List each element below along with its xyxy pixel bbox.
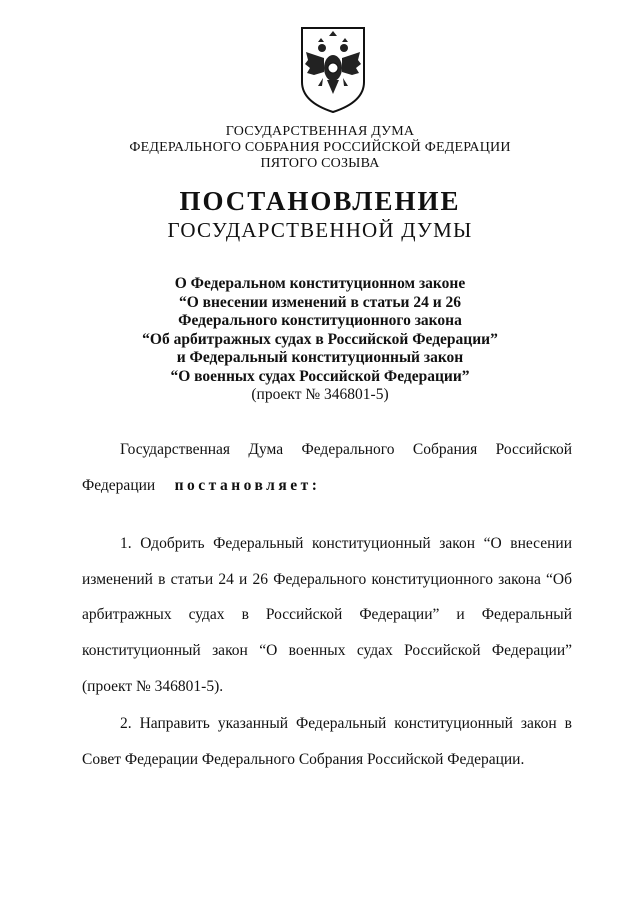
issuer-line-1: ГОСУДАРСТВЕННАЯ ДУМА (225, 124, 415, 139)
intro-line-2 (82, 468, 572, 504)
item-1-line: изменений в статьи 24 и 26 Федерального конституционного закона “Об (82, 571, 572, 588)
item-1-line: конституционный закон “О военных судах Российской Федерации” (82, 642, 572, 659)
subject-project-number: (проект № 346801-5) (251, 386, 389, 403)
subject-line: “О внесении изменений в статьи 24 и 26 (178, 293, 462, 311)
intro-line-1: Государственная Дума Федерального Собрания Российской (120, 441, 572, 458)
subject-line: Федерального конституционного закона (178, 312, 462, 329)
item-1-line: (проект № 346801-5). (82, 678, 224, 695)
emblem-center-shield (328, 63, 338, 73)
document-subtitle: ГОСУДАРСТВЕННОЙ ДУМЫ (167, 218, 473, 242)
item-2-line: Совет Федерации Федерального Собрания Российской Федерации. (82, 751, 525, 768)
subject-line: О Федеральном конституционном законе (174, 275, 466, 292)
item-1-line: 1. Одобрить Федеральный конституционный закон “О внесении (120, 535, 572, 552)
item-1-line: арбитражных судах в Российской Федерации” и Федеральный (82, 606, 572, 623)
subject-line: “Об арбитражных судах в Российской Федерации” (142, 330, 498, 348)
subject-line: и Федеральный конституционный закон (176, 349, 464, 366)
item-2-line: 2. Направить указанный Федеральный конституционный закон в (120, 715, 572, 732)
intro-verb-resolves: постановляет: (174, 477, 321, 494)
intro-federation-word: Федерации (82, 477, 156, 494)
issuer-line-3: ПЯТОГО СОЗЫВА (260, 156, 380, 171)
coat-of-arms-emblem (296, 24, 370, 114)
subject-line: “О военных судах Российской Федерации” (170, 367, 470, 385)
subject-block (0, 275, 640, 405)
issuer-line-2: ФЕДЕРАЛЬНОГО СОБРАНИЯ РОССИЙСКОЙ ФЕДЕРАЦИИ (129, 140, 511, 155)
document-title: ПОСТАНОВЛЕНИЕ (179, 186, 461, 216)
